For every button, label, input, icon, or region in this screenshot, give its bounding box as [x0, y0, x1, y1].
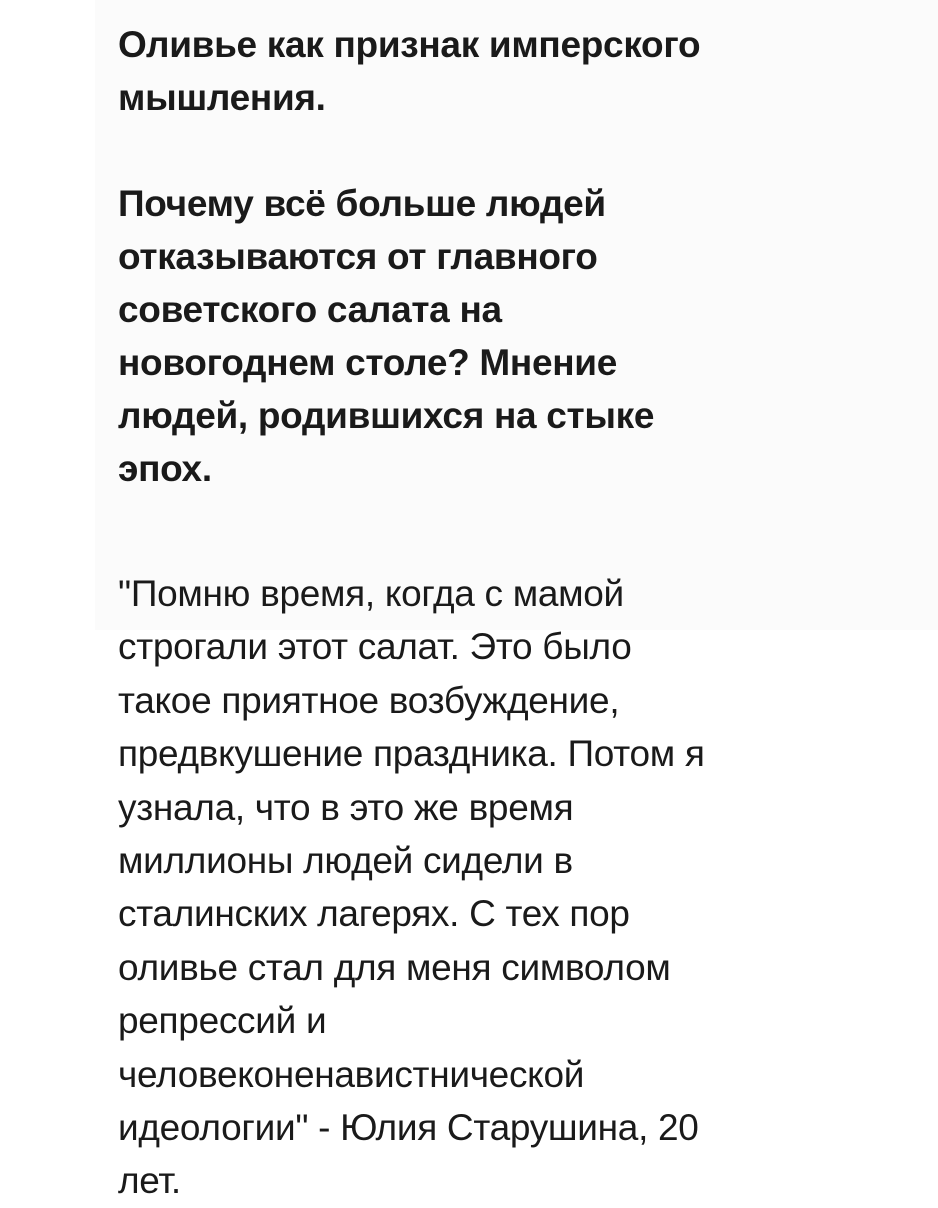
subtitle-line: людей, родившихся на стыке	[118, 395, 655, 436]
subtitle-line: советского салата на	[118, 289, 502, 330]
subtitle-line: новогоднем столе? Мнение	[118, 342, 618, 383]
quote-line: миллионы людей сидели в	[118, 840, 573, 882]
subtitle-line: эпох.	[118, 448, 212, 489]
quote-line: репрессий и	[118, 1000, 327, 1042]
subtitle-line: Почему всё больше людей	[118, 183, 606, 224]
article-subtitle	[118, 177, 838, 495]
quote-line: строгали этот салат. Это было	[118, 626, 632, 668]
subtitle-line: отказываются от главного	[118, 236, 598, 277]
post-text	[118, 18, 838, 1208]
quote-line: оливье стал для меня символом	[118, 946, 671, 988]
quote-line: такое приятное возбуждение,	[118, 679, 620, 721]
quote-line: идеологии" - Юлия Старушина, 20	[118, 1107, 699, 1149]
quote-line: узнала, что в это же время	[118, 786, 574, 828]
quote-paragraph	[118, 567, 838, 1208]
quote-line: сталинских лагерях. С тех пор	[118, 893, 630, 935]
quote-line: предвкушение праздника. Потом я	[118, 733, 705, 775]
quote-line: "Помню время, когда с мамой	[118, 573, 624, 614]
title-line: Оливье как признак имперского	[118, 24, 701, 65]
title-line: мышления.	[118, 77, 326, 118]
article-title	[118, 18, 838, 124]
quote-line: лет.	[118, 1160, 181, 1202]
quote-line: человеконенавистнической	[118, 1053, 585, 1095]
